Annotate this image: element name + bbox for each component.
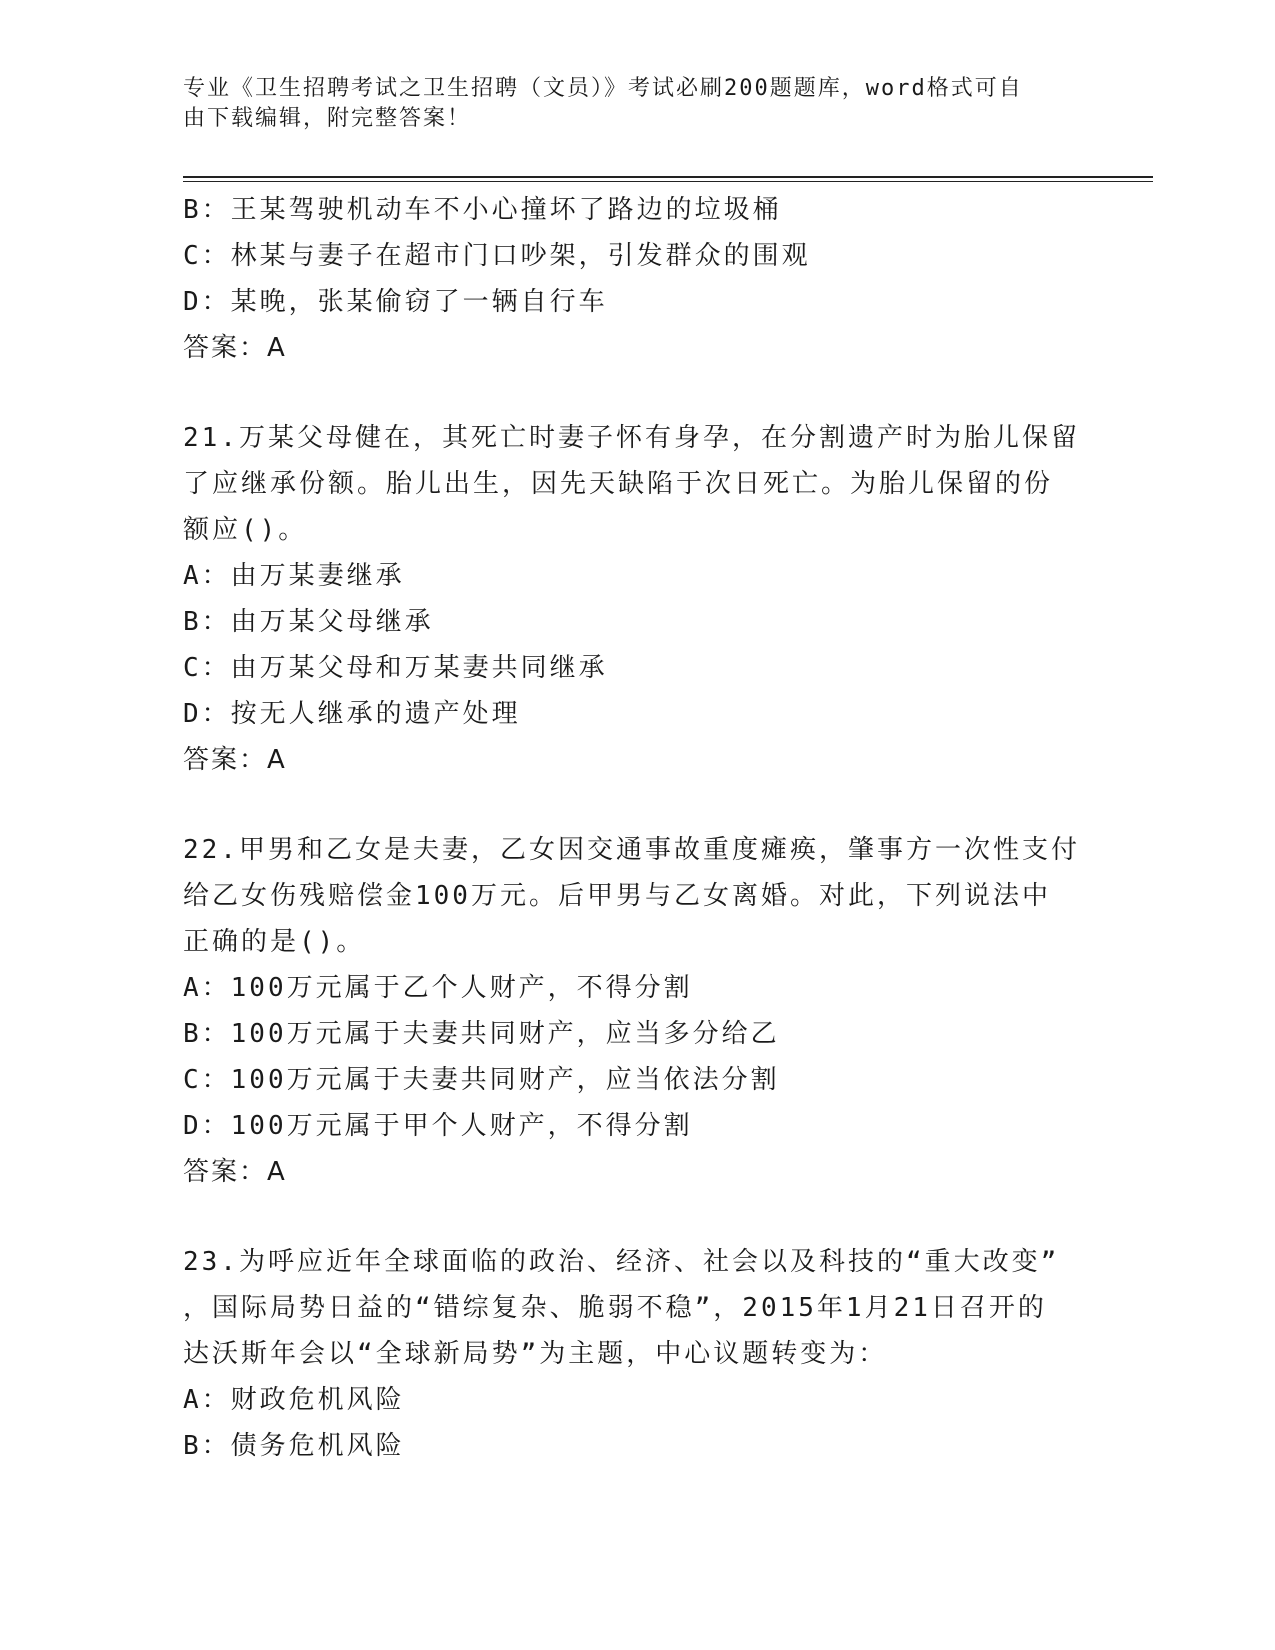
option-d: D：按无人继承的遗产处理 — [183, 699, 521, 729]
header-title-line-1: 专业《卫生招聘考试之卫生招聘（文员）》考试必刷200题题库，word格式可自 — [183, 76, 1023, 101]
option-c: C：林某与妻子在超市门口吵架，引发群众的围观 — [183, 241, 811, 271]
answer-line: 答案：A — [183, 1157, 287, 1187]
spacer — [183, 371, 1083, 415]
option-c: C：由万某父母和万某妻共同继承 — [183, 653, 608, 683]
question-23 — [183, 1239, 1083, 1469]
spacer — [183, 783, 1083, 827]
document-header — [183, 74, 1073, 134]
question-stem-line: 给乙女伤残赔偿金100万元。后甲男与乙女离婚。对此，下列说法中 — [183, 881, 1051, 911]
question-21 — [183, 415, 1083, 783]
question-stem-line: 22.甲男和乙女是夫妻，乙女因交通事故重度瘫痪，肇事方一次性支付 — [183, 835, 1080, 865]
question-stem-line: 了应继承份额。胎儿出生，因先天缺陷于次日死亡。为胎儿保留的份 — [183, 469, 1054, 499]
option-d: D：100万元属于甲个人财产，不得分割 — [183, 1111, 693, 1141]
question-stem-line: 达沃斯年会以“全球新局势”为主题，中心议题转变为： — [183, 1339, 888, 1369]
question-content — [183, 187, 1083, 1469]
option-c: C：100万元属于夫妻共同财产，应当依法分割 — [183, 1065, 780, 1095]
option-b: B：债务危机风险 — [183, 1431, 405, 1461]
question-stem-line: 21.万某父母健在，其死亡时妻子怀有身孕，在分割遗产时为胎儿保留 — [183, 423, 1080, 453]
option-b: B：王某驾驶机动车不小心撞坏了路边的垃圾桶 — [183, 195, 782, 225]
question-22 — [183, 827, 1083, 1195]
option-a: A：100万元属于乙个人财产，不得分割 — [183, 973, 693, 1003]
spacer — [183, 1195, 1083, 1239]
question-stem-line: 正确的是()。 — [183, 927, 366, 957]
option-a: A：财政危机风险 — [183, 1385, 405, 1415]
option-d: D：某晚，张某偷窃了一辆自行车 — [183, 287, 608, 317]
answer-line: 答案：A — [183, 333, 287, 363]
question-stem-line: 额应()。 — [183, 515, 308, 545]
question-stem-line: 23.为呼应近年全球面临的政治、经济、社会以及科技的“重大改变” — [183, 1247, 1060, 1277]
question-stem-line: ，国际局势日益的“错综复杂、脆弱不稳”，2015年1月21日召开的 — [183, 1293, 1047, 1323]
question-20-partial — [183, 187, 1083, 371]
header-divider-thin — [183, 181, 1153, 182]
option-b: B：由万某父母继承 — [183, 607, 434, 637]
header-title-line-2: 由下载编辑，附完整答案！ — [183, 106, 472, 131]
header-divider-thick — [183, 176, 1153, 178]
option-a: A：由万某妻继承 — [183, 561, 405, 591]
answer-line: 答案：A — [183, 745, 287, 775]
option-b: B：100万元属于夫妻共同财产，应当多分给乙 — [183, 1019, 780, 1049]
